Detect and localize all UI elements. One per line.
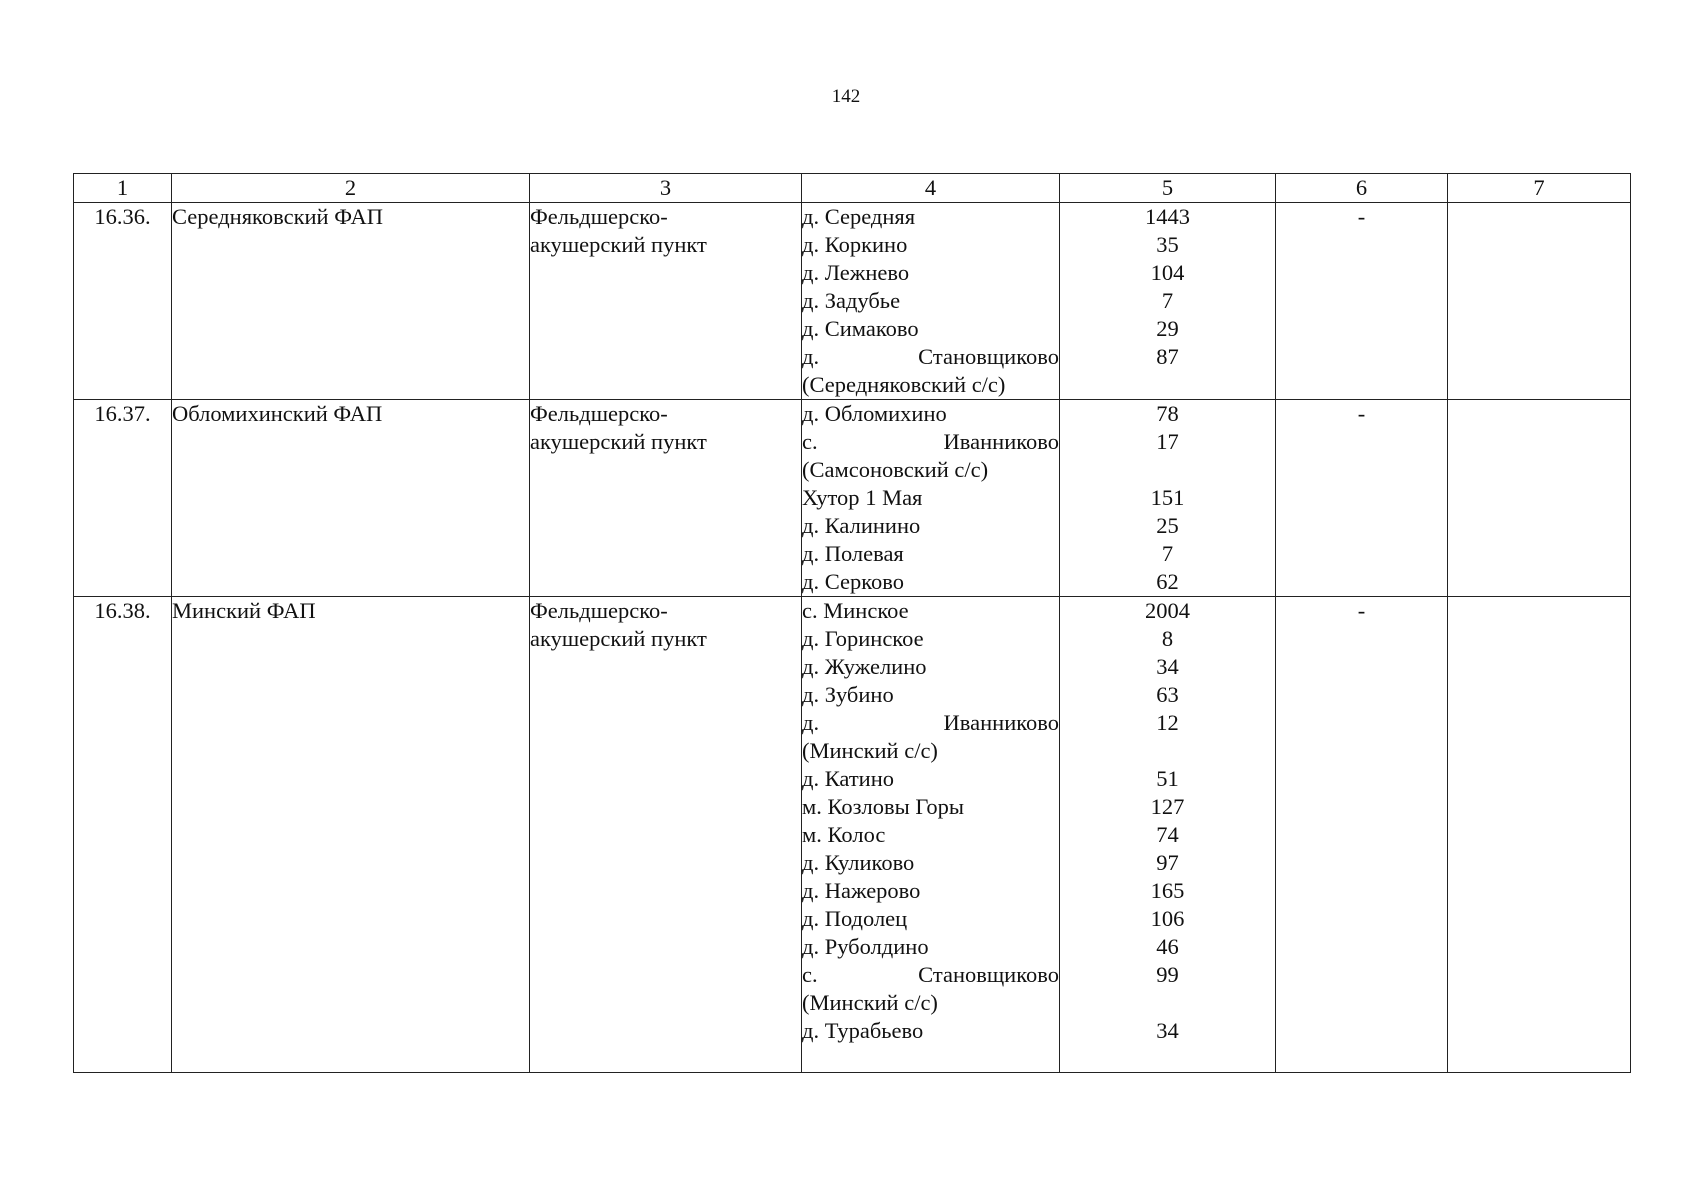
settlement-population: 34 <box>1156 1018 1179 1043</box>
settlement-name: 1 Мая <box>865 485 923 510</box>
settlement-name: Козловы Горы <box>827 794 965 819</box>
settlement-item <box>802 400 1059 428</box>
facility-name-cell <box>172 400 530 597</box>
row-number-cell <box>74 203 172 400</box>
settlement-note: (Середняковский с/с) <box>802 372 1006 397</box>
facilities-table <box>73 173 1631 1073</box>
settlement-name: Руболдино <box>824 934 929 959</box>
settlement-population: 87 <box>1156 344 1179 369</box>
settlement-prefix: д. <box>802 260 820 285</box>
settlement-prefix: д. <box>802 626 820 651</box>
settlement-prefix: с. <box>802 962 818 987</box>
facility-name: Середняковский ФАП <box>172 204 384 229</box>
settlement-name: Лежнево <box>824 260 910 285</box>
column-7-cell <box>1448 400 1631 597</box>
settlement-name: Становщиково <box>918 344 1059 369</box>
settlement-item <box>802 849 1059 877</box>
row-number: 16.38. <box>94 598 151 623</box>
settlement-prefix: д. <box>802 654 820 679</box>
settlement-population: 17 <box>1156 429 1179 454</box>
settlement-population: 1443 <box>1145 204 1190 229</box>
header-cell: 7 <box>1448 174 1631 203</box>
settlement-population: 99 <box>1156 962 1179 987</box>
settlement-prefix: д. <box>802 541 820 566</box>
settlement-prefix: д. <box>802 682 820 707</box>
settlement-item <box>802 1017 1059 1045</box>
column-6-value: - <box>1357 598 1366 623</box>
page-number: 142 <box>831 86 861 107</box>
settlement-item <box>802 877 1059 905</box>
settlement-population: 62 <box>1156 569 1179 594</box>
facility-type-line: акушерский пункт <box>530 232 707 257</box>
table-row <box>74 203 1631 400</box>
facility-name: Минский ФАП <box>172 598 316 623</box>
facility-type-cell <box>530 203 802 400</box>
settlement-item <box>802 540 1059 568</box>
settlement-name: Серково <box>824 569 904 594</box>
settlement-population: 2004 <box>1145 598 1190 623</box>
header-cell: 4 <box>802 174 1060 203</box>
settlement-item <box>802 512 1059 540</box>
settlement-population: 127 <box>1150 794 1185 819</box>
header-cell: 3 <box>530 174 802 203</box>
settlement-prefix: д. <box>802 878 820 903</box>
settlement-population: 25 <box>1156 513 1179 538</box>
settlement-population: 165 <box>1150 878 1185 903</box>
settlement-note: (Самсоновский с/с) <box>802 457 989 482</box>
settlement-population: 97 <box>1156 850 1179 875</box>
settlement-prefix: м. <box>802 794 822 819</box>
settlement-population: 7 <box>1161 541 1174 566</box>
header-cell: 6 <box>1276 174 1448 203</box>
row-number: 16.36. <box>94 204 151 229</box>
settlement-prefix: д. <box>802 934 820 959</box>
settlement-prefix: с. <box>802 429 818 454</box>
settlement-prefix: д. <box>802 204 820 229</box>
table-row <box>74 400 1631 597</box>
header-cell: 5 <box>1060 174 1276 203</box>
column-7-value <box>1448 203 1630 231</box>
facility-type-line: акушерский пункт <box>530 626 707 651</box>
settlement-population: 63 <box>1156 682 1179 707</box>
settlements-cell <box>802 597 1060 1073</box>
settlement-prefix: с. <box>802 598 818 623</box>
settlement-population: 12 <box>1156 710 1179 735</box>
settlement-item <box>802 961 1059 1017</box>
settlement-name: Подолец <box>824 906 908 931</box>
settlement-name: Симаково <box>824 316 919 341</box>
header-cell: 2 <box>172 174 530 203</box>
column-6-cell <box>1276 400 1448 597</box>
settlement-population: 151 <box>1150 485 1185 510</box>
settlement-item <box>802 597 1059 625</box>
column-6-cell <box>1276 597 1448 1073</box>
settlement-prefix: д. <box>802 232 820 257</box>
settlement-item <box>802 765 1059 793</box>
column-6-value: - <box>1357 204 1366 229</box>
facility-name: Обломихинский ФАП <box>172 401 383 426</box>
settlement-first-line <box>802 343 1059 371</box>
settlement-prefix: д. <box>802 710 820 735</box>
settlement-population: 74 <box>1156 822 1179 847</box>
row-number-cell <box>74 400 172 597</box>
header-row <box>74 174 1631 203</box>
settlement-item <box>802 428 1059 484</box>
settlement-prefix: Хутор <box>802 485 860 510</box>
settlement-name: Горинское <box>824 626 924 651</box>
column-7-value <box>1448 597 1630 625</box>
facility-type-line: Фельдшерско- <box>530 401 668 426</box>
settlement-item <box>802 231 1059 259</box>
facility-type-cell <box>530 597 802 1073</box>
settlement-item <box>802 203 1059 231</box>
settlement-item <box>802 259 1059 287</box>
settlement-item <box>802 315 1059 343</box>
facility-type-line: акушерский пункт <box>530 429 707 454</box>
settlement-prefix: д. <box>802 513 820 538</box>
settlement-population: 29 <box>1156 316 1179 341</box>
settlement-item <box>802 821 1059 849</box>
settlement-item <box>802 709 1059 765</box>
settlement-name: Зубино <box>824 682 894 707</box>
settlement-item <box>802 793 1059 821</box>
column-7-cell <box>1448 203 1631 400</box>
settlement-item <box>802 933 1059 961</box>
facility-name-cell <box>172 203 530 400</box>
settlement-name: Иванниково <box>943 429 1059 454</box>
settlement-name: Калинино <box>824 513 921 538</box>
column-7-value <box>1448 400 1630 428</box>
settlement-prefix: д. <box>802 401 820 426</box>
settlement-name: Турабьево <box>824 1018 924 1043</box>
facility-name-cell <box>172 597 530 1073</box>
row-number-cell <box>74 597 172 1073</box>
column-7-cell <box>1448 597 1631 1073</box>
settlement-name: Коркино <box>824 232 908 257</box>
settlement-item <box>802 625 1059 653</box>
settlement-population: 7 <box>1161 288 1174 313</box>
row-number: 16.37. <box>94 401 151 426</box>
population-cell <box>1060 203 1276 400</box>
settlement-name: Обломихино <box>824 401 947 426</box>
settlement-name: Колос <box>827 822 886 847</box>
settlement-name: Становщиково <box>918 962 1059 987</box>
settlement-population: 78 <box>1156 401 1179 426</box>
settlement-population: 34 <box>1156 654 1179 679</box>
table-row <box>74 597 1631 1073</box>
settlement-first-line <box>802 961 1059 989</box>
settlement-first-line <box>802 709 1059 737</box>
settlement-prefix: д. <box>802 288 820 313</box>
settlement-prefix: д. <box>802 906 820 931</box>
settlements-cell <box>802 400 1060 597</box>
table-body <box>74 203 1631 1073</box>
settlement-prefix: д. <box>802 344 820 369</box>
settlement-prefix: д. <box>802 766 820 791</box>
settlement-name: Куликово <box>824 850 915 875</box>
facility-type-cell <box>530 400 802 597</box>
settlement-item <box>802 343 1059 399</box>
facility-type-line: Фельдшерско- <box>530 598 668 623</box>
settlement-population: 46 <box>1156 934 1179 959</box>
facility-type-line: Фельдшерско- <box>530 204 668 229</box>
settlement-name: Иванниково <box>943 710 1059 735</box>
settlement-name: Катино <box>824 766 894 791</box>
settlement-population: 104 <box>1150 260 1185 285</box>
settlement-item <box>802 681 1059 709</box>
settlement-note: (Минский с/с) <box>802 738 938 763</box>
settlement-note: (Минский с/с) <box>802 990 938 1015</box>
settlement-name: Середняя <box>824 204 916 229</box>
settlement-item <box>802 287 1059 315</box>
settlement-item <box>802 905 1059 933</box>
header-cell: 1 <box>74 174 172 203</box>
settlement-prefix: д. <box>802 850 820 875</box>
column-6-cell <box>1276 203 1448 400</box>
population-cell <box>1060 597 1276 1073</box>
settlement-name: Полевая <box>824 541 904 566</box>
settlement-prefix: д. <box>802 569 820 594</box>
settlement-population: 8 <box>1161 626 1174 651</box>
settlement-prefix: м. <box>802 822 822 847</box>
settlement-population: 106 <box>1150 906 1185 931</box>
population-cell <box>1060 400 1276 597</box>
settlement-prefix: д. <box>802 316 820 341</box>
settlement-name: Жужелино <box>824 654 927 679</box>
settlement-name: Минское <box>823 598 909 623</box>
column-6-value: - <box>1357 401 1366 426</box>
settlement-item <box>802 568 1059 596</box>
settlement-name: Задубье <box>824 288 901 313</box>
settlement-first-line <box>802 428 1059 456</box>
settlement-population: 51 <box>1156 766 1179 791</box>
settlement-prefix: д. <box>802 1018 820 1043</box>
settlement-item <box>802 484 1059 512</box>
settlement-item <box>802 653 1059 681</box>
settlement-name: Нажерово <box>824 878 921 903</box>
settlement-population: 35 <box>1156 232 1179 257</box>
settlements-cell <box>802 203 1060 400</box>
